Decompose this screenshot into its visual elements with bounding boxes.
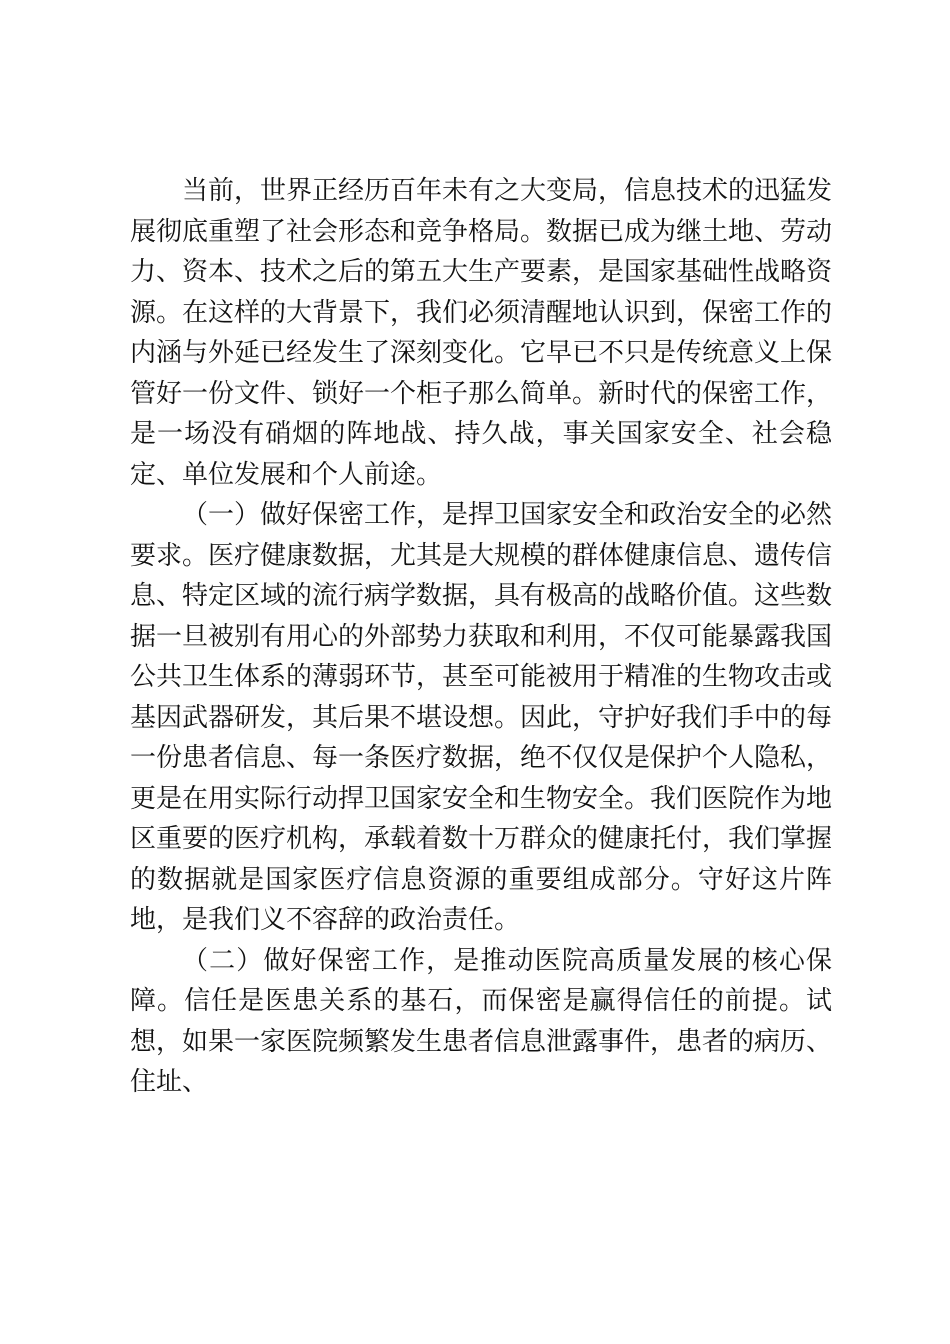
section-two-paragraph: （二）做好保密工作，是推动医院高质量发展的核心保障。信任是医患关系的基石，而保密是赢得信任的前提。试想，如果一家医院频繁发生患者信息泄露事件，患者的病历、住址、 (130, 945, 833, 1097)
section-one-paragraph: （一）做好保密工作，是捍卫国家安全和政治安全的必然要求。医疗健康数据，尤其是大规模的群体健康信息、遗传信息、特定区域的流行病学数据，具有极高的战略价值。这些数据一旦被别有用心的外部势力获取和利用，不仅可能暴露我国公共卫生体系的薄弱环节，甚至可能被用于精准的生物攻击或基因武器研发，其后果不堪设想。因此，守护好我们手中的每一份患者信息、每一条医疗数据，绝不仅仅是保护个人隐私，更是在用实际行动捍卫国家安全和生物安全。我们医院作为地区重要的医疗机构，承载着数十万群众的健康托付，我们掌握的数据就是国家医疗信息资源的重要组成部分。守好这片阵地，是我们义不容辞的政治责任。 (130, 500, 833, 935)
intro-paragraph: 当前，世界正经历百年未有之大变局，信息技术的迅猛发展彻底重塑了社会形态和竞争格局。数据已成为继土地、劳动力、资本、技术之后的第五大生产要素，是国家基础性战略资源。在这样的大背景下，我们必须清醒地认识到，保密工作的内涵与外延已经发生了深刻变化。它早已不只是传统意义上保管好一份文件、锁好一个柜子那么简单。新时代的保密工作，是一场没有硝烟的阵地战、持久战，事关国家安全、社会稳定、单位发展和个人前途。 (130, 176, 833, 490)
document-page (130, 171, 832, 1103)
